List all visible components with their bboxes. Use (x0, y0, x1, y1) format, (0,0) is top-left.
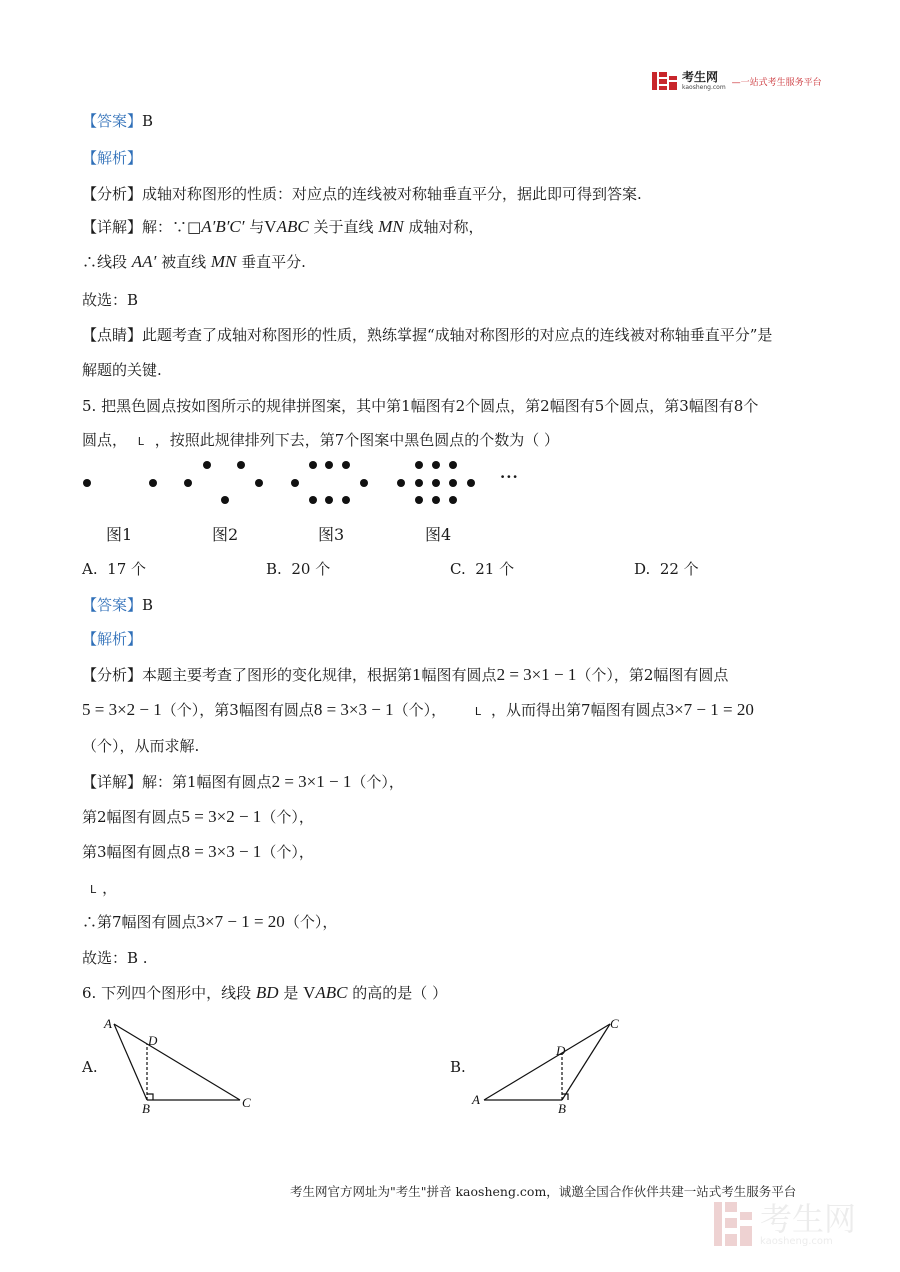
xiangjie-tag: 【详解】 (82, 218, 143, 236)
vertex-label-a: A (472, 1092, 480, 1107)
triangle-prime: A′B′C′ (201, 217, 245, 236)
q5-fenxi-line-1 (82, 664, 728, 685)
choice-text: 22 个 (659, 560, 699, 578)
triangle-figure-b (470, 1014, 630, 1114)
logo-domain: kaosheng.com (682, 84, 726, 91)
fenxi-tag: 【分析】 (82, 666, 143, 684)
dianjing-tag: 【点睛】 (82, 326, 143, 344)
q5-choose: 故选：B . (82, 949, 148, 967)
equation-1: 2 = 3×1 − 1 (271, 772, 352, 791)
triangle-abc: ABC (276, 217, 309, 236)
word-with: 与 (249, 218, 265, 236)
unit-ge: （个） (576, 666, 614, 684)
choice-text: 20 个 (291, 560, 331, 578)
ellipsis-glyph: L (474, 705, 482, 718)
unit-ge: （个） (261, 808, 299, 826)
q5-xiangjie-line-7 (82, 911, 337, 932)
equation-2: 5 = 3×2 − 1 (82, 700, 162, 719)
slogan-text: 一站式考生服务平台 (740, 77, 822, 88)
q4-xiangjie-line (82, 216, 484, 237)
stem-text: 6. 下列四个图形中，线段 (82, 984, 252, 1002)
kaosheng-logo-icon (652, 70, 678, 92)
q5-xiangjie-line-1 (82, 771, 404, 792)
unit-ge: （个） (351, 773, 389, 791)
watermark (714, 1198, 856, 1250)
xiangjie-text: 解：∵ (142, 218, 188, 236)
equation-7: 3×7 − 1 = 20 (196, 912, 285, 931)
perp-end-text: 垂直平分. (241, 253, 306, 271)
fenxi-text-d: ，从而得出第7幅图有圆点 (491, 701, 666, 719)
watermark-domain: kaosheng.com (760, 1235, 833, 1247)
comma: ， (102, 879, 118, 897)
q5-answer-line (82, 594, 153, 615)
q4-dianjing-line-2: 解题的关键. (82, 361, 162, 379)
header-logo (652, 70, 822, 92)
continuation-dots: ··· (500, 468, 519, 486)
equation-3: 8 = 3×3 − 1 (181, 842, 262, 861)
q4-therefore-line (82, 251, 306, 272)
choice-letter: A. (82, 560, 98, 578)
option-b-label: B. (450, 1058, 466, 1076)
choice-b (266, 558, 330, 579)
unit-ge: （个） (393, 701, 432, 719)
footer-text: 考生网官方网址为"考生"拼音 kaosheng.com，诚邀全国合作伙伴共建一站式考生服务平台 (290, 1184, 797, 1199)
logo-slogan: —一站式考生服务平台 (731, 77, 822, 88)
q4-choose: 故选：B (82, 291, 139, 309)
ellipsis-glyph: L (90, 883, 97, 896)
watermark-logo-icon (714, 1198, 754, 1250)
segment-aa: AA′ (131, 252, 157, 271)
figure-label-1: 图1 (106, 525, 133, 544)
option-a-label: A. (82, 1058, 98, 1076)
answer-value: B (142, 112, 154, 130)
equation-3: 8 = 3×3 − 1 (313, 700, 394, 719)
triangle-symbol-glyph: V (303, 983, 316, 1002)
xiangjie-text: 第2幅图有圆点 (82, 808, 182, 826)
xiangjie-tag: 【详解】 (82, 773, 143, 791)
vertex-label-c: C (610, 1016, 619, 1031)
dianjing-text-1: 此题考查了成轴对称图形的性质，熟练掌握“成轴对称图形的对应点的连线被对称轴垂直平分”是 (142, 326, 773, 344)
vertex-label-c: C (242, 1095, 251, 1110)
by-line-text: 被直线 (161, 253, 207, 271)
fenxi-text: 本题主要考查了图形的变化规律，根据第1幅图有圆点 (142, 666, 497, 684)
figure-1-dots (83, 479, 91, 487)
choice-d (634, 558, 699, 579)
figure-label-2: 图2 (212, 525, 239, 544)
stem-text-b: 是 (283, 984, 299, 1002)
stem-text: 圆点， (82, 431, 128, 449)
segment-bd: BD (255, 983, 279, 1002)
choice-text: 21 个 (475, 560, 515, 578)
figure-label-3: 图3 (318, 525, 345, 544)
q6-stem (82, 982, 447, 1003)
fenxi-tag: 【分析】 (82, 185, 143, 203)
choice-letter: C. (450, 560, 466, 578)
choice-text: 17 个 (107, 560, 147, 578)
comma: ， (298, 843, 314, 861)
vertex-label-d: D (148, 1033, 158, 1048)
q5-stem-line-1: 5. 把黑色圆点按如图所示的规律拼图案，其中第1幅图有2个圆点，第2幅图有5个圆点，第3幅图有8个 (82, 397, 759, 415)
fenxi-text-b: ，第2幅图有圆点 (613, 666, 729, 684)
comma: ， (298, 808, 314, 826)
vertex-label-b: B (558, 1101, 566, 1114)
therefore-text: ∴线段 (82, 253, 128, 271)
xiangjie-text: 解：第1幅图有圆点 (142, 773, 272, 791)
q5-fenxi-line-2: 5 = 3×2 − 1（个），第3幅图有圆点8 = 3×3 − 1（个）， L ，从而得出第7幅图有圆点3×7 − 1 = 20 (82, 700, 754, 719)
ellipsis-glyph: L (137, 435, 144, 448)
comma: ， (322, 913, 338, 931)
choice-a (82, 558, 146, 579)
figure-label-4: 图4 (425, 525, 452, 544)
xiangjie-text: 第3幅图有圆点 (82, 843, 182, 861)
vertex-label-a: A (104, 1016, 112, 1031)
line-mn-2: MN (210, 252, 237, 271)
fenxi-text: 成轴对称图形的性质：对应点的连线被对称轴垂直平分，据此即可得到答案. (142, 185, 642, 203)
answer-tag: 【答案】 (82, 596, 143, 614)
q5-xiangjie-line-3 (82, 841, 314, 862)
vertex-label-b: B (142, 1101, 150, 1116)
fenxi-text-c: ，第3幅图有圆点 (199, 701, 314, 719)
q4-dianjing-line (82, 324, 772, 345)
triangle-abc: ABC (315, 983, 348, 1002)
figure-2-dots (149, 461, 263, 504)
stem-text-c: 的高的是（ ） (352, 984, 448, 1002)
q5-analysis-tag: 【解析】 (82, 630, 143, 648)
line-mn: MN (378, 217, 404, 236)
triangle-symbol-glyph: V (264, 217, 277, 236)
comma: ， (388, 773, 404, 791)
figure-3-dots (291, 461, 368, 504)
unit-ge: （个） (284, 913, 323, 931)
watermark-name: 考生网 (760, 1199, 857, 1238)
q4-analysis-tag: 【解析】 (82, 149, 143, 167)
q5-stem-line-2 (82, 429, 559, 450)
unit-ge: （个） (161, 701, 200, 719)
figure-4-dots (397, 461, 475, 504)
unit-ge: （个） (261, 843, 299, 861)
q5-fenxi-line-3: （个），从而求解. (82, 737, 200, 755)
choice-letter: D. (634, 560, 651, 578)
dot-pattern-figure (70, 455, 530, 515)
q5-xiangjie-line-2 (82, 806, 314, 827)
q4-fenxi-line (82, 183, 642, 204)
about-line-text: 关于直线 (313, 218, 374, 236)
choice-c (450, 558, 514, 579)
equation-1: 2 = 3×1 − 1 (496, 665, 577, 684)
sym-end-text: 成轴对称， (408, 218, 484, 236)
q5-xiangjie-ellipsis-line (90, 877, 117, 898)
vertex-label-d: D (556, 1043, 566, 1058)
answer-value: B (142, 596, 154, 614)
xiangjie-text: ∴第7幅图有圆点 (82, 913, 197, 931)
q4-answer-line (82, 110, 153, 131)
equation-7: 3×7 − 1 = 20 (665, 700, 754, 719)
stem-text-2: ，按照此规律排列下去，第7个图案中黑色圆点的个数为（ ） (154, 431, 560, 449)
triangle-figure-a (100, 1016, 260, 1116)
choice-letter: B. (266, 560, 282, 578)
logo-name: 考生网 (682, 70, 719, 84)
answer-tag: 【答案】 (82, 112, 143, 130)
missing-glyph-box: □ (187, 218, 202, 236)
equation-2: 5 = 3×2 − 1 (181, 807, 262, 826)
